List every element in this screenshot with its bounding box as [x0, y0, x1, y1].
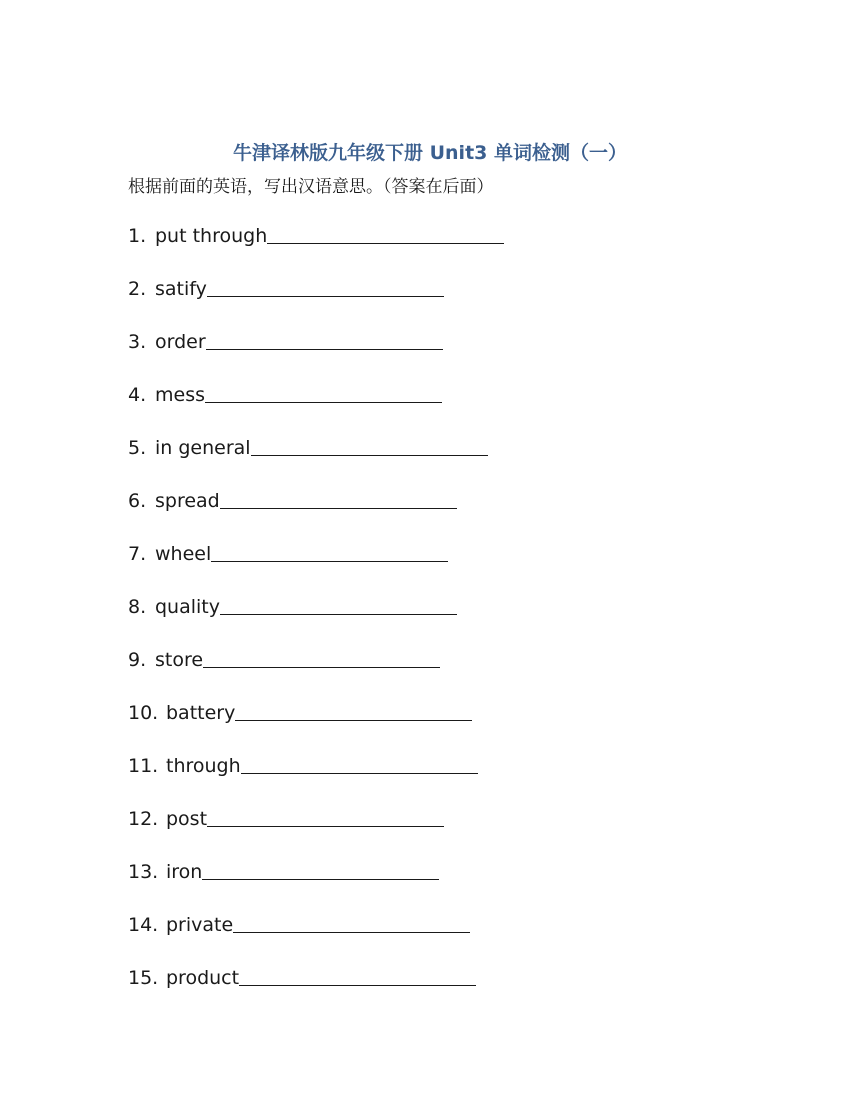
- list-item: [128, 698, 504, 751]
- answer-blank[interactable]: [220, 488, 457, 509]
- item-term: put through: [155, 225, 268, 247]
- item-term: post: [166, 808, 208, 830]
- list-item: [128, 645, 504, 698]
- item-number: 13.: [128, 861, 159, 883]
- item-number: 2.: [128, 278, 147, 300]
- answer-blank[interactable]: [207, 276, 444, 297]
- item-term: satify: [155, 278, 207, 300]
- item-term: product: [166, 967, 240, 989]
- list-item: [128, 327, 504, 380]
- item-term: in general: [155, 437, 251, 459]
- item-term: battery: [166, 702, 236, 724]
- item-term: spread: [155, 490, 220, 512]
- item-number: 3.: [128, 331, 147, 353]
- list-item: [128, 539, 504, 592]
- item-number: 7.: [128, 543, 147, 565]
- item-term: mess: [155, 384, 205, 406]
- answer-blank[interactable]: [233, 912, 470, 933]
- list-item: [128, 274, 504, 327]
- answer-blank[interactable]: [202, 859, 439, 880]
- list-item: [128, 592, 504, 645]
- answer-blank[interactable]: [220, 594, 457, 615]
- item-term: through: [166, 755, 241, 777]
- answer-blank[interactable]: [203, 647, 440, 668]
- item-number: 9.: [128, 649, 147, 671]
- item-number: 10.: [128, 702, 159, 724]
- item-term: wheel: [155, 543, 212, 565]
- answer-blank[interactable]: [239, 965, 476, 986]
- answer-blank[interactable]: [205, 382, 442, 403]
- item-number: 1.: [128, 225, 147, 247]
- answer-blank[interactable]: [235, 700, 472, 721]
- list-item: [128, 751, 504, 804]
- item-number: 4.: [128, 384, 147, 406]
- list-item: [128, 804, 504, 857]
- list-item: [128, 963, 504, 1016]
- item-number: 5.: [128, 437, 147, 459]
- item-number: 12.: [128, 808, 159, 830]
- item-number: 11.: [128, 755, 159, 777]
- list-item: [128, 221, 504, 274]
- list-item: [128, 380, 504, 433]
- answer-blank[interactable]: [211, 541, 448, 562]
- answer-blank[interactable]: [207, 806, 444, 827]
- page-title: 牛津译林版九年级下册 Unit3 单词检测（一）: [232, 142, 627, 164]
- answer-blank[interactable]: [206, 329, 443, 350]
- list-item: [128, 857, 504, 910]
- item-number: 8.: [128, 596, 147, 618]
- item-number: 15.: [128, 967, 159, 989]
- item-term: iron: [166, 861, 203, 883]
- instruction-text: 根据前面的英语，写出汉语意思。（答案在后面）: [128, 177, 494, 197]
- list-item: [128, 433, 504, 486]
- item-number: 14.: [128, 914, 159, 936]
- item-term: private: [166, 914, 234, 936]
- list-item: [128, 486, 504, 539]
- answer-blank[interactable]: [251, 435, 488, 456]
- answer-blank[interactable]: [267, 223, 504, 244]
- item-term: store: [155, 649, 204, 671]
- answer-blank[interactable]: [241, 753, 478, 774]
- list-item: [128, 910, 504, 963]
- item-term: quality: [155, 596, 220, 618]
- item-number: 6.: [128, 490, 147, 512]
- item-term: order: [155, 331, 206, 353]
- vocabulary-list: [128, 221, 504, 1016]
